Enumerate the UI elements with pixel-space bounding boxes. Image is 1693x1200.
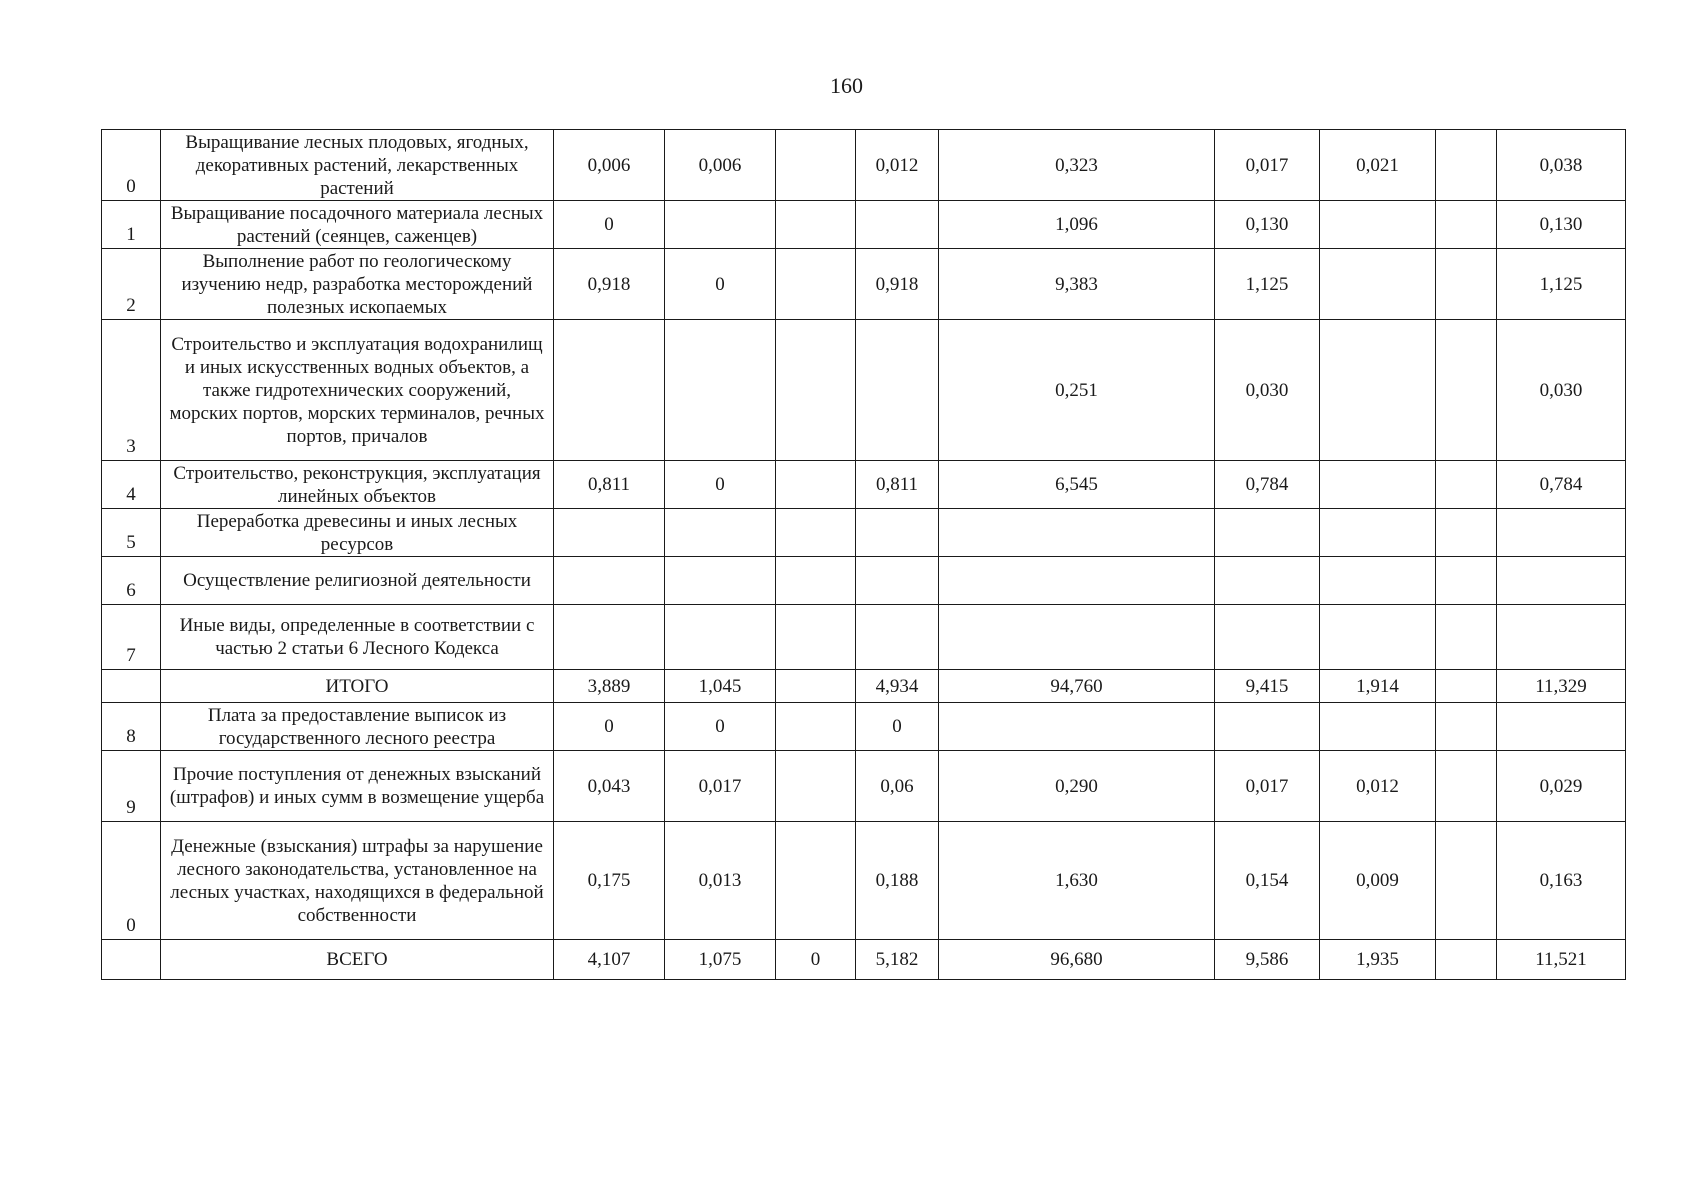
value-cell-5: 1,096 — [939, 201, 1215, 249]
value-cell-6 — [1215, 557, 1320, 605]
value-cell-3 — [776, 249, 856, 320]
row-number-cell: 0 — [102, 822, 161, 940]
value-cell-3 — [776, 605, 856, 670]
value-cell-7: 0,009 — [1320, 822, 1436, 940]
value-cell-3 — [776, 557, 856, 605]
value-cell-2 — [665, 509, 776, 557]
value-cell-7 — [1320, 201, 1436, 249]
value-cell-7: 1,935 — [1320, 940, 1436, 980]
value-cell-6: 9,415 — [1215, 670, 1320, 703]
value-cell-9: 0,029 — [1497, 751, 1626, 822]
value-cell-4: 0,918 — [856, 249, 939, 320]
value-cell-7 — [1320, 605, 1436, 670]
activity-name-cell: Плата за предоставление выписок из государственного лесного реестра — [161, 703, 554, 751]
value-cell-2: 0,017 — [665, 751, 776, 822]
value-cell-2: 1,075 — [665, 940, 776, 980]
value-cell-9 — [1497, 509, 1626, 557]
value-cell-3: 0 — [776, 940, 856, 980]
row-number-cell: 7 — [102, 605, 161, 670]
value-cell-2 — [665, 605, 776, 670]
value-cell-8 — [1436, 509, 1497, 557]
value-cell-8 — [1436, 130, 1497, 201]
value-cell-1 — [554, 605, 665, 670]
table-row — [102, 201, 1626, 249]
value-cell-5: 9,383 — [939, 249, 1215, 320]
activity-name-cell: ИТОГО — [161, 670, 554, 703]
row-number-cell: 4 — [102, 461, 161, 509]
value-cell-9: 0,163 — [1497, 822, 1626, 940]
value-cell-6: 0,154 — [1215, 822, 1320, 940]
value-cell-7 — [1320, 509, 1436, 557]
table-row — [102, 249, 1626, 320]
value-cell-1: 3,889 — [554, 670, 665, 703]
value-cell-5: 6,545 — [939, 461, 1215, 509]
row-number-cell: 8 — [102, 703, 161, 751]
activity-name-cell: Выполнение работ по геологическому изучению недр, разработка месторождений полезных ископаемых — [161, 249, 554, 320]
row-number-cell: 6 — [102, 557, 161, 605]
value-cell-5: 0,251 — [939, 320, 1215, 461]
value-cell-8 — [1436, 557, 1497, 605]
table-row — [102, 670, 1626, 703]
row-number-cell — [102, 940, 161, 980]
table-row — [102, 703, 1626, 751]
activity-name-cell: Строительство и эксплуатация водохранилищ и иных искусственных водных объектов, а также гидротехнических сооружений, морских портов, морских терминалов, речных портов, причалов — [161, 320, 554, 461]
value-cell-2: 0 — [665, 703, 776, 751]
value-cell-9: 0,030 — [1497, 320, 1626, 461]
value-cell-4 — [856, 557, 939, 605]
activity-name-cell: Выращивание лесных плодовых, ягодных, декоративных растений, лекарственных растений — [161, 130, 554, 201]
value-cell-4 — [856, 201, 939, 249]
value-cell-8 — [1436, 751, 1497, 822]
table-row — [102, 822, 1626, 940]
value-cell-4: 0,188 — [856, 822, 939, 940]
value-cell-2 — [665, 201, 776, 249]
value-cell-3 — [776, 461, 856, 509]
value-cell-1 — [554, 509, 665, 557]
value-cell-8 — [1436, 940, 1497, 980]
activity-name-cell: Иные виды, определенные в соответствии с частью 2 статьи 6 Лесного Кодекса — [161, 605, 554, 670]
value-cell-2: 0,013 — [665, 822, 776, 940]
value-cell-1: 0,918 — [554, 249, 665, 320]
value-cell-8 — [1436, 461, 1497, 509]
value-cell-7 — [1320, 249, 1436, 320]
activity-name-cell: Переработка древесины и иных лесных ресурсов — [161, 509, 554, 557]
value-cell-2: 0 — [665, 249, 776, 320]
value-cell-2: 0,006 — [665, 130, 776, 201]
value-cell-5: 0,323 — [939, 130, 1215, 201]
value-cell-1: 0 — [554, 201, 665, 249]
value-cell-4: 0,012 — [856, 130, 939, 201]
value-cell-8 — [1436, 201, 1497, 249]
value-cell-4: 0,06 — [856, 751, 939, 822]
value-cell-2: 1,045 — [665, 670, 776, 703]
value-cell-1: 0,175 — [554, 822, 665, 940]
activity-name-cell: Строительство, реконструкция, эксплуатация линейных объектов — [161, 461, 554, 509]
value-cell-2 — [665, 320, 776, 461]
value-cell-9: 11,329 — [1497, 670, 1626, 703]
value-cell-4: 5,182 — [856, 940, 939, 980]
value-cell-1: 4,107 — [554, 940, 665, 980]
table-row — [102, 509, 1626, 557]
activity-name-cell: ВСЕГО — [161, 940, 554, 980]
revenue-table — [101, 129, 1626, 980]
row-number-cell: 0 — [102, 130, 161, 201]
value-cell-5: 94,760 — [939, 670, 1215, 703]
value-cell-9 — [1497, 557, 1626, 605]
row-number-cell: 2 — [102, 249, 161, 320]
value-cell-3 — [776, 703, 856, 751]
value-cell-5 — [939, 509, 1215, 557]
value-cell-8 — [1436, 670, 1497, 703]
value-cell-1: 0,006 — [554, 130, 665, 201]
value-cell-5: 1,630 — [939, 822, 1215, 940]
table-row — [102, 751, 1626, 822]
value-cell-5 — [939, 557, 1215, 605]
value-cell-1 — [554, 320, 665, 461]
value-cell-5 — [939, 703, 1215, 751]
value-cell-4 — [856, 509, 939, 557]
value-cell-6 — [1215, 509, 1320, 557]
value-cell-9: 0,130 — [1497, 201, 1626, 249]
value-cell-4: 0,811 — [856, 461, 939, 509]
value-cell-9: 11,521 — [1497, 940, 1626, 980]
value-cell-8 — [1436, 249, 1497, 320]
value-cell-6: 0,030 — [1215, 320, 1320, 461]
row-number-cell: 3 — [102, 320, 161, 461]
row-number-cell: 5 — [102, 509, 161, 557]
value-cell-3 — [776, 822, 856, 940]
value-cell-6: 0,017 — [1215, 751, 1320, 822]
value-cell-7 — [1320, 703, 1436, 751]
value-cell-7: 0,021 — [1320, 130, 1436, 201]
table-body — [102, 130, 1626, 980]
value-cell-6: 0,784 — [1215, 461, 1320, 509]
value-cell-6: 1,125 — [1215, 249, 1320, 320]
value-cell-1 — [554, 557, 665, 605]
value-cell-7: 0,012 — [1320, 751, 1436, 822]
value-cell-1: 0,811 — [554, 461, 665, 509]
value-cell-9 — [1497, 703, 1626, 751]
value-cell-8 — [1436, 320, 1497, 461]
value-cell-2 — [665, 557, 776, 605]
value-cell-5: 96,680 — [939, 940, 1215, 980]
value-cell-6: 9,586 — [1215, 940, 1320, 980]
value-cell-6 — [1215, 703, 1320, 751]
value-cell-3 — [776, 320, 856, 461]
value-cell-9 — [1497, 605, 1626, 670]
value-cell-7 — [1320, 461, 1436, 509]
value-cell-7 — [1320, 320, 1436, 461]
table-row — [102, 940, 1626, 980]
value-cell-1: 0 — [554, 703, 665, 751]
value-cell-8 — [1436, 703, 1497, 751]
activity-name-cell: Осуществление религиозной деятельности — [161, 557, 554, 605]
value-cell-9: 1,125 — [1497, 249, 1626, 320]
value-cell-3 — [776, 509, 856, 557]
value-cell-8 — [1436, 605, 1497, 670]
value-cell-6 — [1215, 605, 1320, 670]
value-cell-6: 0,017 — [1215, 130, 1320, 201]
activity-name-cell: Выращивание посадочного материала лесных растений (сеянцев, саженцев) — [161, 201, 554, 249]
table-row — [102, 605, 1626, 670]
value-cell-4 — [856, 320, 939, 461]
value-cell-2: 0 — [665, 461, 776, 509]
value-cell-3 — [776, 130, 856, 201]
activity-name-cell: Прочие поступления от денежных взысканий (штрафов) и иных сумм в возмещение ущерба — [161, 751, 554, 822]
value-cell-4: 4,934 — [856, 670, 939, 703]
value-cell-9: 0,784 — [1497, 461, 1626, 509]
activity-name-cell: Денежные (взыскания) штрафы за нарушение лесного законодательства, установленное на лесных участках, находящихся в федеральной собственности — [161, 822, 554, 940]
table-row — [102, 130, 1626, 201]
value-cell-3 — [776, 201, 856, 249]
table-row — [102, 461, 1626, 509]
value-cell-5: 0,290 — [939, 751, 1215, 822]
value-cell-4 — [856, 605, 939, 670]
value-cell-3 — [776, 751, 856, 822]
value-cell-8 — [1436, 822, 1497, 940]
row-number-cell — [102, 670, 161, 703]
value-cell-4: 0 — [856, 703, 939, 751]
value-cell-7: 1,914 — [1320, 670, 1436, 703]
value-cell-9: 0,038 — [1497, 130, 1626, 201]
value-cell-1: 0,043 — [554, 751, 665, 822]
table-row — [102, 557, 1626, 605]
value-cell-6: 0,130 — [1215, 201, 1320, 249]
value-cell-5 — [939, 605, 1215, 670]
row-number-cell: 1 — [102, 201, 161, 249]
row-number-cell: 9 — [102, 751, 161, 822]
value-cell-3 — [776, 670, 856, 703]
page-number: 160 — [830, 73, 863, 98]
table-row — [102, 320, 1626, 461]
value-cell-7 — [1320, 557, 1436, 605]
